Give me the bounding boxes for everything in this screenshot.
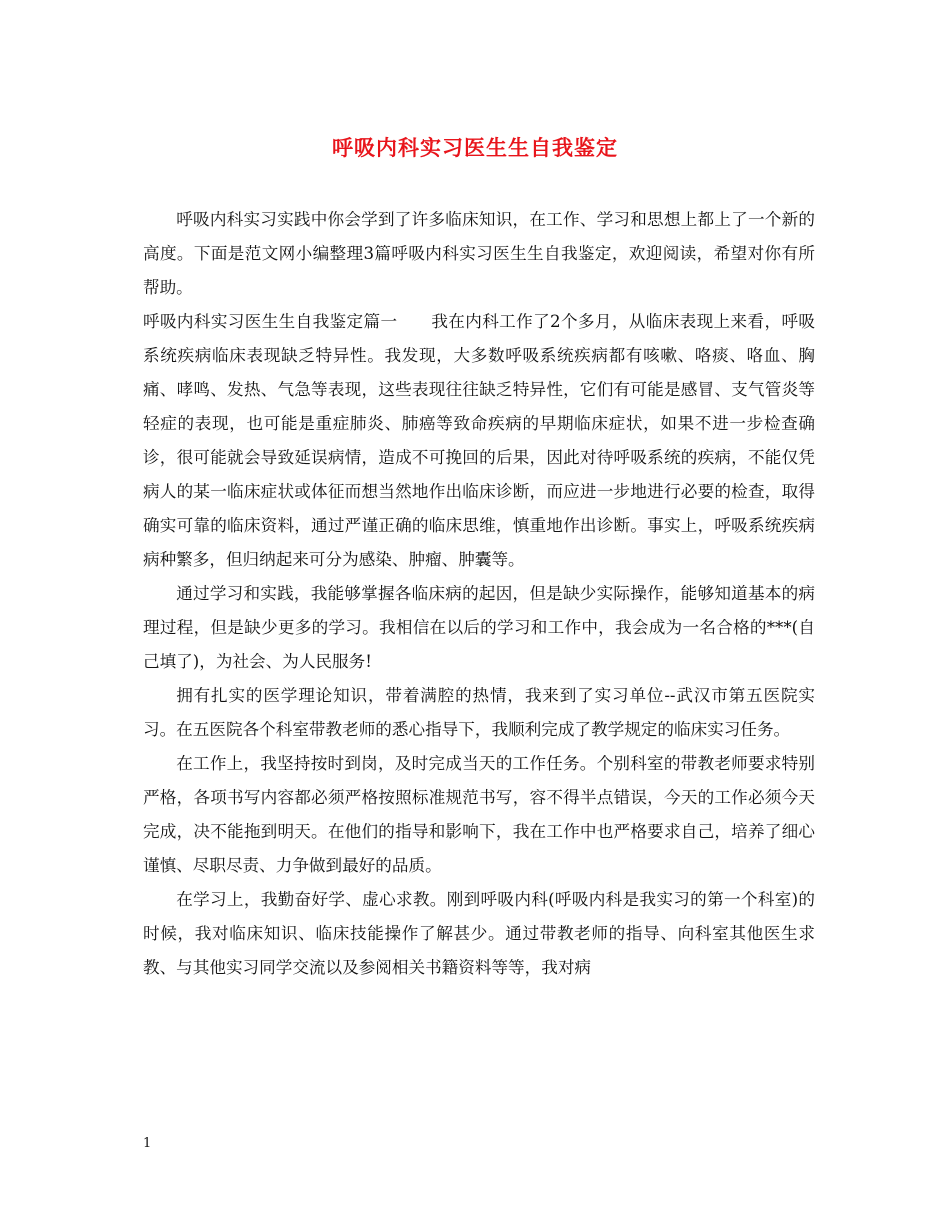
page-number: 1: [143, 1136, 152, 1151]
paragraph-work: 在工作上，我坚持按时到岗，及时完成当天的工作任务。个别科室的带教老师要求特别严格，各项书写内容都必须严格按照标准规范书写，容不得半点错误，今天的工作必须今天完成，决不能拖到明天。在他们的指导和影响下，我在工作中也严格要求自己，培养了细心谨慎、尽职尽责、力争做到最好的品质。: [143, 754, 815, 875]
document-body: [143, 203, 815, 985]
section-one-paragraph: 呼吸内科实习医生生自我鉴定篇一 我在内科工作了2个多月，从临床表现上来看，呼吸系统疾病临床表现缺乏特异性。我发现，大多数呼吸系统疾病都有咳嗽、咯痰、咯血、胸痛、哮鸣、发热、气急等表现，这些表现往往缺乏特异性，它们有可能是感冒、支气管炎等轻症的表现，也可能是重症肺炎、肺癌等致命疾病的早期临床症状，如果不进一步检查确诊，很可能就会导致延误病情，造成不可挽回的后果，因此对待呼吸系统的疾病，不能仅凭病人的某一临床症状或体征而想当然地作出临床诊断，而应进一步地进行必要的检查，取得确实可靠的临床资料，通过严谨正确的临床思维，慎重地作出诊断。事实上，呼吸系统疾病病种繁多，但归纳起来可分为感染、肿瘤、肿囊等。: [143, 312, 815, 569]
paragraph-study-practice: 通过学习和实践，我能够掌握各临床病的起因，但是缺少实际操作，能够知道基本的病理过程，但是缺少更多的学习。我相信在以后的学习和工作中，我会成为一名合格的***(自己填了)，为社会、为人民服务!: [143, 584, 815, 671]
document-title: 呼吸内科实习医生生自我鉴定: [332, 135, 618, 160]
paragraph-learning: 在学习上，我勤奋好学、虚心求教。刚到呼吸内科(呼吸内科是我实习的第一个科室)的时候，我对临床知识、临床技能操作了解甚少。通过带教老师的指导、向科室其他医生求教、与其他实习同学交流以及参阅相关书籍资料等等，我对病: [143, 890, 815, 977]
paragraph-internship-unit: 拥有扎实的医学理论知识，带着满腔的热情，我来到了实习单位--武汉市第五医院实习。在五医院各个科室带教老师的悉心指导下，我顺利完成了教学规定的临床实习任务。: [143, 686, 815, 739]
intro-paragraph: 呼吸内科实习实践中你会学到了许多临床知识，在工作、学习和思想上都上了一个新的高度。下面是范文网小编整理3篇呼吸内科实习医生生自我鉴定，欢迎阅读，希望对你有所帮助。: [143, 210, 815, 297]
